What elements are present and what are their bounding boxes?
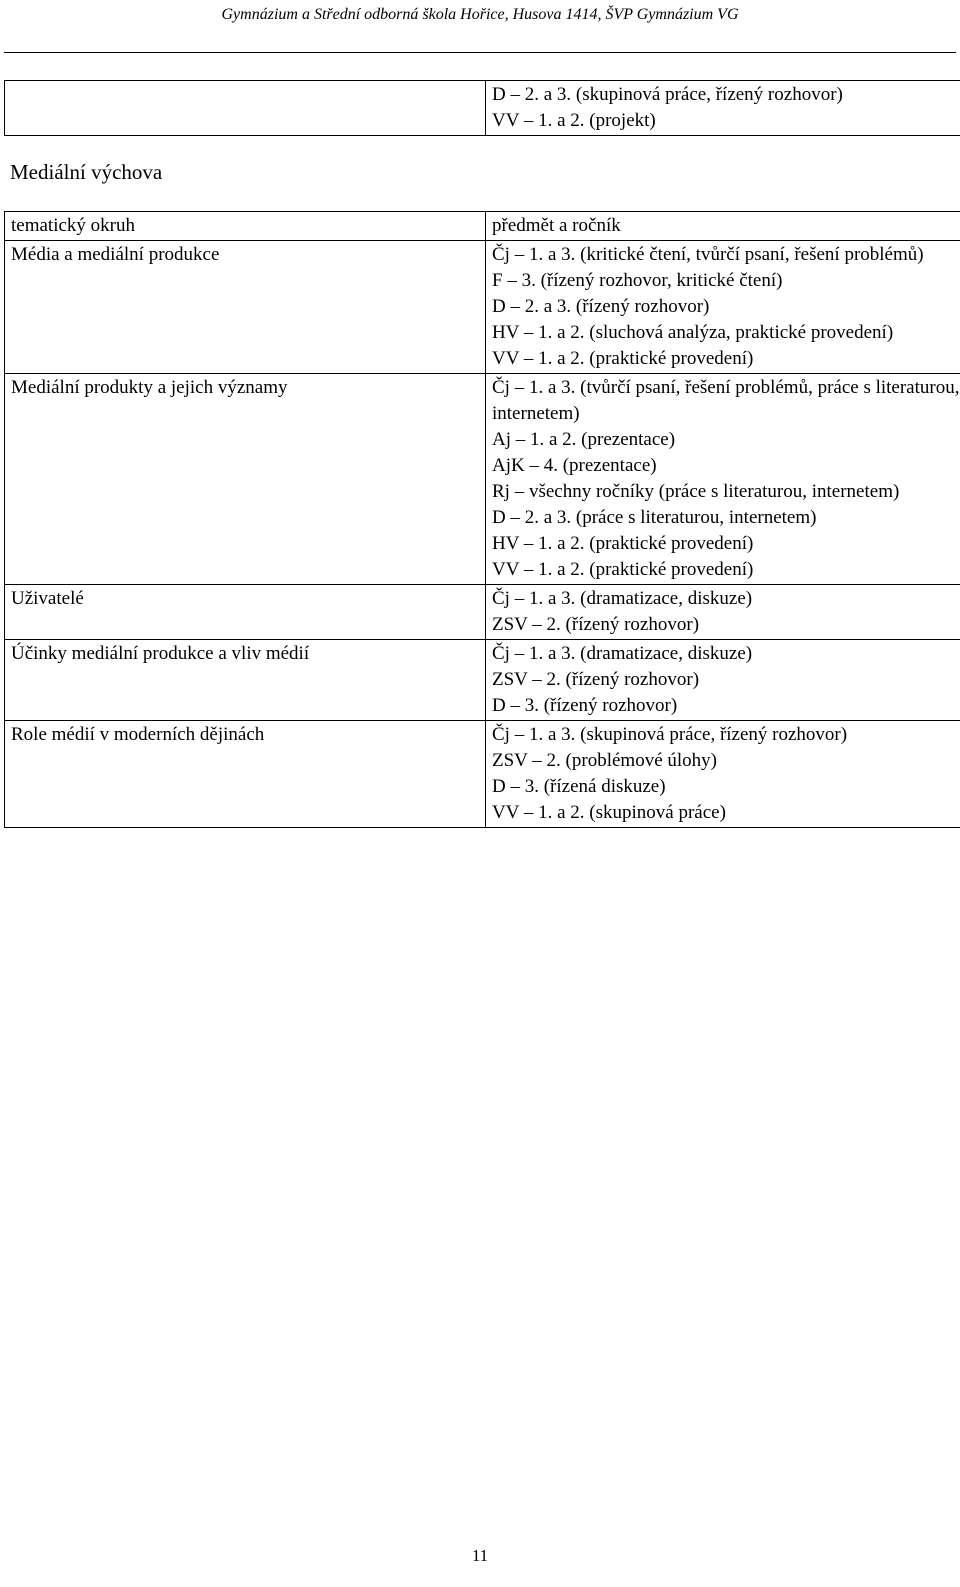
topic-cell: Účinky mediální produkce a vliv médií <box>5 640 486 721</box>
page-header: Gymnázium a Střední odborná škola Hořice, Husova 1414, ŠVP Gymnázium VG <box>221 6 739 23</box>
subject-entry: VV – 1. a 2. (skupinová práce) <box>492 802 726 823</box>
subject-entry: D – 3. (řízená diskuze) <box>492 776 666 797</box>
table-row <box>5 81 960 136</box>
table-row <box>5 721 960 828</box>
subject-entry: ZSV – 2. (řízený rozhovor) <box>492 669 700 690</box>
page-number: 11 <box>471 1546 489 1565</box>
subjects-cell <box>486 640 960 721</box>
subjects-cell <box>486 374 960 585</box>
table-header-row <box>5 212 960 241</box>
topic-cell: Média a mediální produkce <box>5 241 486 374</box>
table-cell-topic <box>5 81 486 136</box>
table-row <box>5 374 960 585</box>
subject-entry: D – 3. (řízený rozhovor) <box>492 695 678 716</box>
subject-entry: Čj – 1. a 3. (dramatizace, diskuze) <box>492 588 753 609</box>
topic-cell: Mediální produkty a jejich významy <box>5 374 486 585</box>
subject-entry: VV – 1. a 2. (praktické provedení) <box>492 559 754 580</box>
subject-entry: Čj – 1. a 3. (tvůrčí psaní, řešení problémů, práce s literaturou, internetem) <box>492 377 960 424</box>
subjects-cell <box>486 721 960 828</box>
media-education-table <box>4 211 960 828</box>
subject-entry: Rj – všechny ročníky (práce s literaturou, internetem) <box>492 481 900 502</box>
subject-entry: D – 2. a 3. (skupinová práce, řízený rozhovor) <box>492 84 843 105</box>
subject-entry: VV – 1. a 2. (praktické provedení) <box>492 348 754 369</box>
table-row <box>5 241 960 374</box>
column-header-topic: tematický okruh <box>5 212 486 241</box>
subject-entry: Aj – 1. a 2. (prezentace) <box>492 429 676 450</box>
section-title: Mediální výchova <box>10 160 163 184</box>
subject-entry: HV – 1. a 2. (praktické provedení) <box>492 533 754 554</box>
subject-entry: Čj – 1. a 3. (dramatizace, diskuze) <box>492 643 753 664</box>
subject-entry: D – 2. a 3. (práce s literaturou, internetem) <box>492 507 817 528</box>
subject-entry: Čj – 1. a 3. (kritické čtení, tvůrčí psaní, řešení problémů) <box>492 244 924 265</box>
subject-entry: HV – 1. a 2. (sluchová analýza, praktické provedení) <box>492 322 894 343</box>
table-row <box>5 585 960 640</box>
header-divider <box>4 52 956 53</box>
topic-cell: Uživatelé <box>5 585 486 640</box>
subject-entry: Čj – 1. a 3. (skupinová práce, řízený rozhovor) <box>492 724 848 745</box>
subject-entry: ZSV – 2. (řízený rozhovor) <box>492 614 700 635</box>
table-cell-subjects <box>486 81 960 136</box>
subject-entry: D – 2. a 3. (řízený rozhovor) <box>492 296 710 317</box>
subjects-cell <box>486 241 960 374</box>
table-row <box>5 640 960 721</box>
continuation-table <box>4 80 960 136</box>
subject-entry: ZSV – 2. (problémové úlohy) <box>492 750 717 771</box>
column-header-subject: předmět a ročník <box>486 212 960 241</box>
subject-entry: F – 3. (řízený rozhovor, kritické čtení) <box>492 270 783 291</box>
topic-cell: Role médií v moderních dějinách <box>5 721 486 828</box>
subject-entry: VV – 1. a 2. (projekt) <box>492 110 656 131</box>
subject-entry: AjK – 4. (prezentace) <box>492 455 657 476</box>
subjects-cell <box>486 585 960 640</box>
